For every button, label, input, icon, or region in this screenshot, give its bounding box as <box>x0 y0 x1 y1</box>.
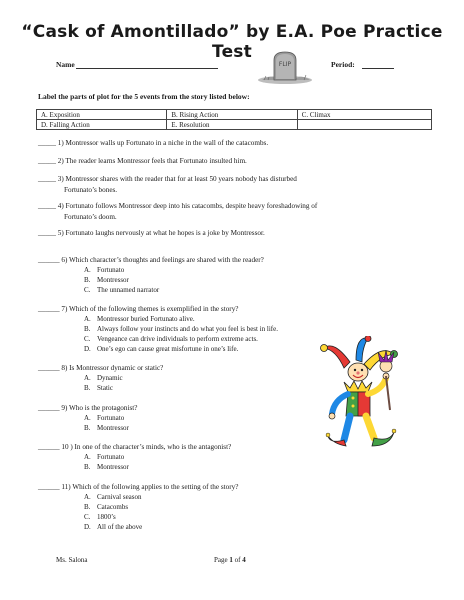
table-cell: B. Rising Action <box>167 110 297 120</box>
question-7: ______ 7) Which of the following themes is exemplified in the story? <box>38 305 239 313</box>
footer-teacher: Ms. Salona <box>56 556 88 564</box>
option-10b: B. Montressor <box>84 463 129 471</box>
plot-instruction: Label the parts of plot for the 5 events from the story listed below: <box>38 92 250 101</box>
option-10a: A. Fortunato <box>84 453 125 461</box>
question-9: ______ 9) Who is the protagonist? <box>38 404 138 412</box>
question-4-continued: Fortunato’s doom. <box>64 213 117 221</box>
option-7a: A. Montressor buried Fortunato alive. <box>84 315 195 323</box>
option-6a: A. Fortunato <box>84 266 125 274</box>
option-6b: B. Montressor <box>84 276 129 284</box>
table-cell: A. Exposition <box>37 110 167 120</box>
jester-illustration <box>320 336 406 466</box>
name-label: Name <box>56 60 75 69</box>
option-11a: A. Carnival season <box>84 493 142 501</box>
question-5: _____ 5) Fortunato laughs nervously at what he hopes is a joke by Montressor. <box>38 229 265 237</box>
question-2: _____ 2) The reader learns Montressor feels that Fortunato insulted him. <box>38 157 247 165</box>
period-blank <box>362 68 394 69</box>
table-cell: D. Falling Action <box>37 120 167 130</box>
question-1: _____ 1) Montressor walls up Fortunato in a niche in the wall of the catacombs. <box>38 139 269 147</box>
option-7c: C. Vengeance can drive individuals to perform extreme acts. <box>84 335 258 343</box>
question-10: ______ 10 ) In one of the character’s minds, who is the antagonist? <box>38 443 232 451</box>
option-11c: C. 1800’s <box>84 513 116 521</box>
option-7b: B. Always follow your instincts and do what you feel is best in life. <box>84 325 278 333</box>
option-9a: A. Fortunato <box>84 414 125 422</box>
question-3-continued: Fortunato’s bones. <box>64 186 118 194</box>
table-row <box>37 120 432 130</box>
table-cell <box>297 120 431 130</box>
question-8: ______ 8) Is Montressor dynamic or static? <box>38 364 164 372</box>
option-11d: D. All of the above <box>84 523 143 531</box>
option-11b: B. Catacombs <box>84 503 129 511</box>
question-6: ______ 6) Which character’s thoughts and feelings are shared with the reader? <box>38 256 264 264</box>
question-4: _____ 4) Fortunato follows Montressor deep into his catacombs, despite heavy foreshadowing of <box>38 202 318 210</box>
footer-page-number: Page 1 of 4 <box>214 556 246 564</box>
plot-parts-table <box>36 109 432 130</box>
option-6c: C. The unnamed narrator <box>84 286 160 294</box>
table-row <box>37 110 432 120</box>
option-7d: D. One’s ego can cause great misfortune in one’s life. <box>84 345 239 353</box>
table-cell: E. Resolution <box>167 120 297 130</box>
option-8a: A. Dynamic <box>84 374 123 382</box>
table-cell: C. Climax <box>297 110 431 120</box>
option-9b: B. Montressor <box>84 424 129 432</box>
page-title: “Cask of Amontillado” by E.A. Poe Practice Test <box>21 22 443 62</box>
tombstone-icon <box>256 50 314 84</box>
option-8b: B. Static <box>84 384 113 392</box>
period-label: Period: <box>331 60 355 69</box>
question-11: ______ 11) Which of the following applies to the setting of the story? <box>38 483 239 491</box>
tombstone-text: FLIP <box>278 61 292 68</box>
name-blank <box>76 68 218 69</box>
question-3: _____ 3) Montressor shares with the reader that for at least 50 years nobody has disturbed <box>38 175 297 183</box>
